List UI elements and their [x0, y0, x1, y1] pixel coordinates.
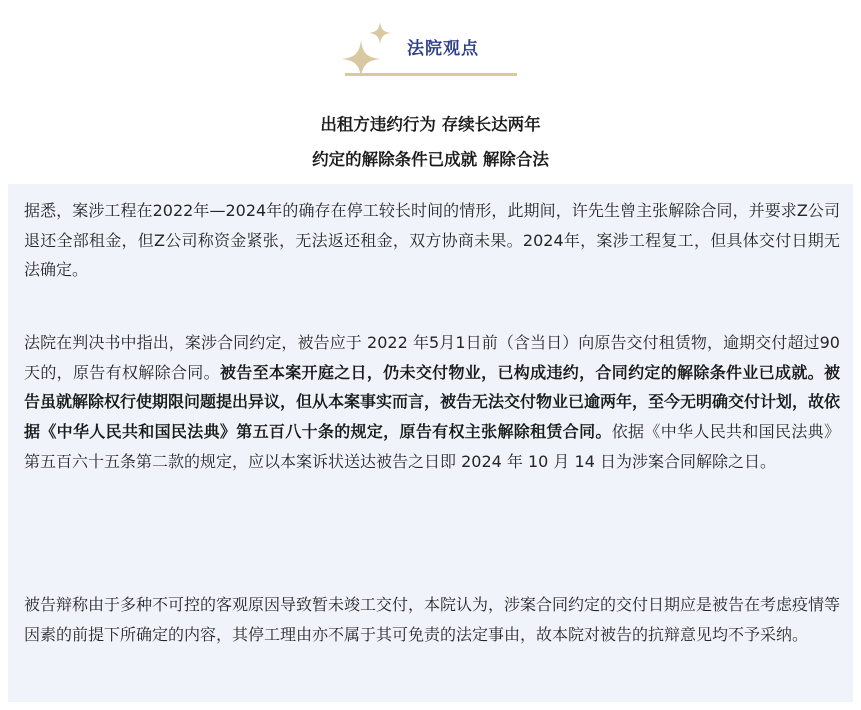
section-title: 法院观点: [407, 39, 479, 59]
paragraph-3: 被告辩称由于多种不可控的客观原因导致暂未竣工交付，本院认为，涉案合同约定的交付日期应是被告在考虑疫情等因素的前提下所确定的内容，其停工理由亦不属于其可免责的法定事由，故本院对被告的抗辩意见均不予采纳。: [24, 595, 841, 644]
paragraph-2-tail: 依据《中华人民共和国民法典》第五百六十五条第二款的规定，应以本案诉状送达被告之日即 2024 年 10 月 14 日为涉案合同解除之日。: [24, 422, 840, 471]
paragraph-2-intro: 法院在判决书中指出，案涉合同约定，被告应于 2022 年5月1日前（含当日）向原告交付租赁物，逾期交付超过90天的，原告有权解除合同。: [24, 333, 840, 382]
paragraph-2: [24, 328, 840, 477]
four-point-star-icon: [369, 22, 391, 44]
section-header: [0, 0, 861, 90]
subtitle-line-1: 出租方违约行为 存续长达两年: [320, 115, 541, 134]
paragraph-2-bold: 被告至本案开庭之日，仍未交付物业，已构成违约，合同约定的解除条件业已成就。被告虽就解除权行使期限问题提出异议，但从本案事实而言，被告无法交付物业已逾两年，至今无明确交付计划，故依据《中华人民共和国民法典》第五百八十条的规定，原告有权主张解除租赁合同。: [24, 362, 841, 442]
title-underline: [345, 73, 517, 76]
paragraph-1: 据悉，案涉工程在2022年—2024年的确存在停工较长时间的情形，此期间，许先生曾主张解除合同，并要求Z公司退还全部租金，但Z公司称资金紧张，无法返还租金，双方协商未果。2024年，案涉工程复工，但具体交付日期无法确定。: [24, 201, 840, 280]
content-panel: [8, 184, 853, 702]
subtitle-line-2: 约定的解除条件已成就 解除合法: [312, 150, 549, 169]
